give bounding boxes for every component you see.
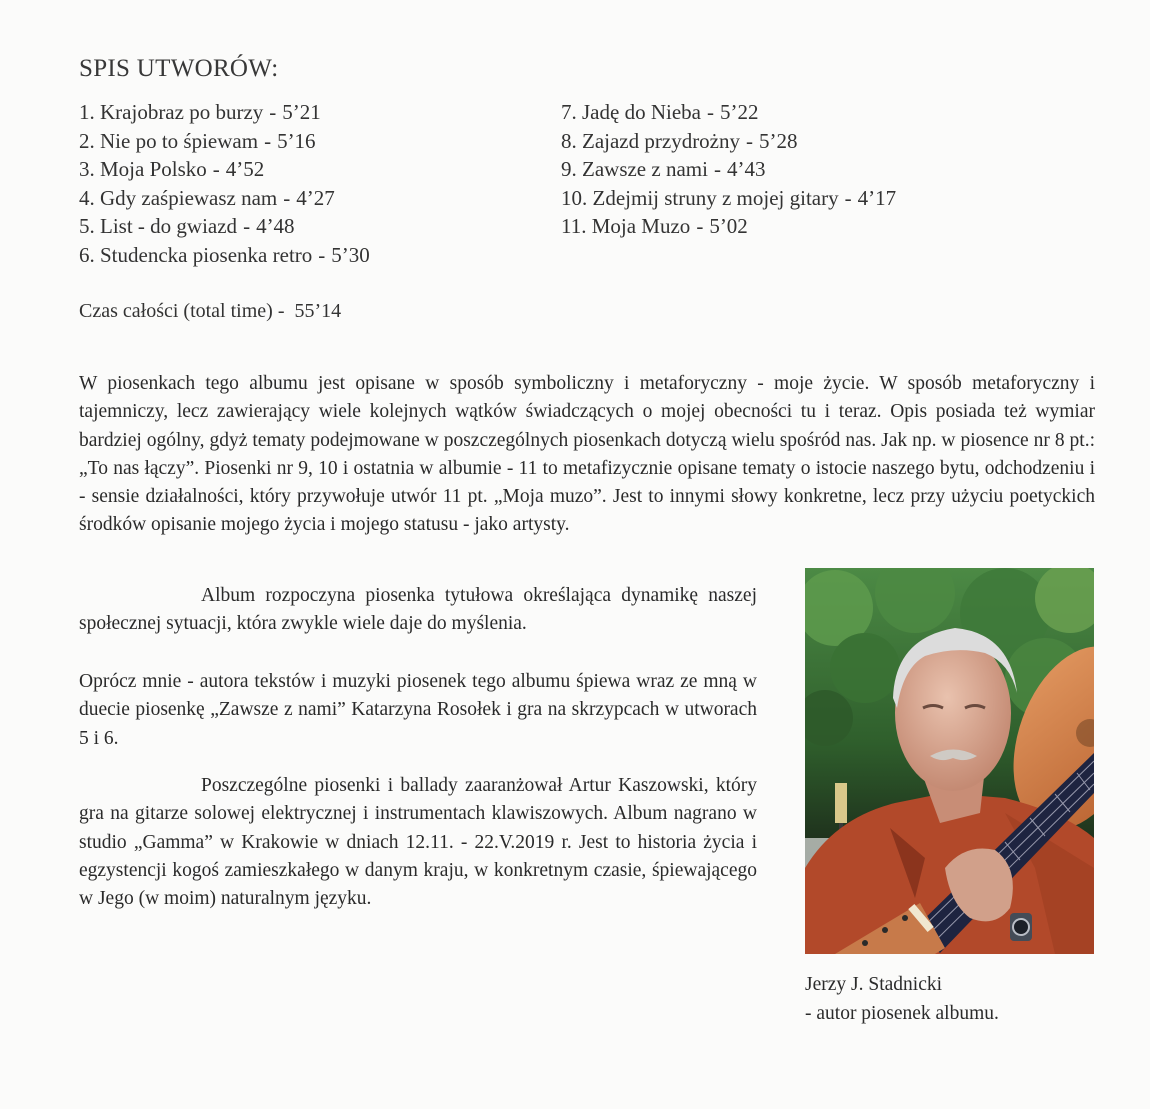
track-separator: - (243, 214, 251, 238)
description-paragraph-4: Poszczególne piosenki i ballady zaaranżował Artur Kaszowski, który gra na gitarze solowej elektrycznej i instrumentach klawiszowych. Album nagrano w studio „Gamma” w Krakowie w dniach 12.11. - 22.V.2019 r. Jest to historia życia i egzystencji kogoś zamieszkałego w danym kraju, w konkretnym czasie, śpiewającego w Jego (w moim) naturalnym języku. (79, 775, 757, 910)
track-title: Zawsze z nami (582, 157, 708, 181)
author-photo (805, 568, 1094, 954)
track-item (79, 184, 370, 213)
track-title: Krajobraz po burzy (100, 100, 264, 124)
track-separator: - (696, 214, 704, 238)
author-role: - autor piosenek albumu. (805, 1003, 999, 1024)
track-time: 4’48 (256, 214, 295, 238)
track-item (561, 184, 896, 213)
track-time: 5’28 (759, 128, 798, 153)
total-time (79, 300, 341, 323)
track-item (561, 98, 896, 127)
track-item (561, 155, 896, 184)
track-title: Moja Muzo (591, 214, 691, 238)
track-item (79, 98, 370, 127)
watch-icon (1010, 913, 1032, 941)
track-title: Studencka piosenka retro (100, 242, 313, 267)
track-title: Nie po to śpiewam (100, 128, 259, 153)
track-item (79, 155, 370, 184)
track-number: 8. (561, 128, 577, 153)
track-separator: - (264, 128, 272, 153)
track-title: Gdy zaśpiewasz nam (100, 185, 278, 210)
total-time-value: 55’14 (294, 300, 342, 322)
track-time: 4’52 (225, 157, 265, 181)
track-number: 4. (79, 185, 95, 210)
track-time: 4’17 (857, 185, 897, 210)
track-title: Zajazd przydrożny (582, 128, 741, 153)
track-item (561, 127, 896, 156)
tracklist-column-2 (561, 98, 896, 241)
author-name: Jerzy J. Stadnicki (805, 974, 943, 995)
tracklist-heading: SPIS UTWORÓW: (79, 55, 279, 82)
track-item (561, 212, 896, 241)
track-separator: - (844, 185, 852, 210)
track-number: 9. (561, 157, 577, 181)
track-number: 1. (79, 100, 95, 124)
track-time: 4’27 (296, 185, 335, 210)
track-time: 5’21 (282, 100, 321, 124)
track-separator: - (746, 128, 754, 153)
track-item (79, 127, 370, 156)
description-paragraph-2: Album rozpoczyna piosenka tytułowa określająca dynamikę naszej społecznej sytuacji, która zwykle wiele daje do myślenia. (79, 585, 757, 635)
description-paragraph-1: W piosenkach tego albumu jest opisane w sposób symboliczny i metaforyczny - moje życie. W sposób metaforyczny i tajemniczy, lecz zawierający wiele kolejnych wątków świadczących o mojej obecności tu i teraz. Opis posiada też wymiar bardziej ogólny, gdyż tematy podejmowane w poszczególnych piosenkach dotyczą wielu spośród nas. Jak np. w piosence nr 8 pt.: „To nas łączy”. Piosenki nr 9, 10 i ostatnia w albumie - 11 to metafizycznie opisane tematy o istocie naszego bytu, odchodzeniu i - sensie działalności, który przywołuje utwór 11 pt. „Moja muzo”. Jest to innymi słowy konkretne, lecz przy użyciu poetyckich środków opisanie mojego życia i mojego statusu - jako artysty. (79, 373, 1095, 536)
track-number: 11. (561, 214, 587, 238)
tracklist-column-1 (79, 98, 370, 269)
track-separator: - (706, 100, 714, 124)
photo-caption (805, 970, 999, 1028)
description-paragraph-3: Oprócz mnie - autora tekstów i muzyki piosenek tego albumu śpiewa wraz ze mną w duecie piosenkę „Zawsze z nami” Katarzyna Rosołek i gra na skrzypcach w utworach 5 i 6. (79, 671, 757, 749)
track-number: 3. (79, 157, 95, 181)
track-time: 5’16 (277, 128, 316, 153)
total-time-label: Czas całości (total time) - (79, 300, 285, 322)
track-title: Zdejmij struny z mojej gitary (592, 185, 839, 210)
track-number: 5. (79, 214, 95, 238)
track-separator: - (269, 100, 277, 124)
track-separator: - (713, 157, 721, 181)
track-time: 5’30 (331, 242, 370, 267)
track-title: Jadę do Nieba (582, 100, 701, 124)
track-time: 4’43 (726, 157, 766, 181)
track-number: 6. (79, 242, 95, 267)
track-time: 5’02 (709, 214, 748, 238)
track-title: Moja Polsko (100, 157, 207, 181)
track-title: List - do gwiazd (100, 214, 238, 238)
track-number: 2. (79, 128, 95, 153)
track-item (79, 212, 370, 241)
track-number: 10. (561, 185, 588, 210)
track-number: 7. (561, 100, 577, 124)
track-item (79, 241, 370, 270)
track-separator: - (318, 242, 326, 267)
track-separator: - (212, 157, 220, 181)
track-time: 5’22 (719, 100, 759, 124)
track-separator: - (283, 185, 291, 210)
